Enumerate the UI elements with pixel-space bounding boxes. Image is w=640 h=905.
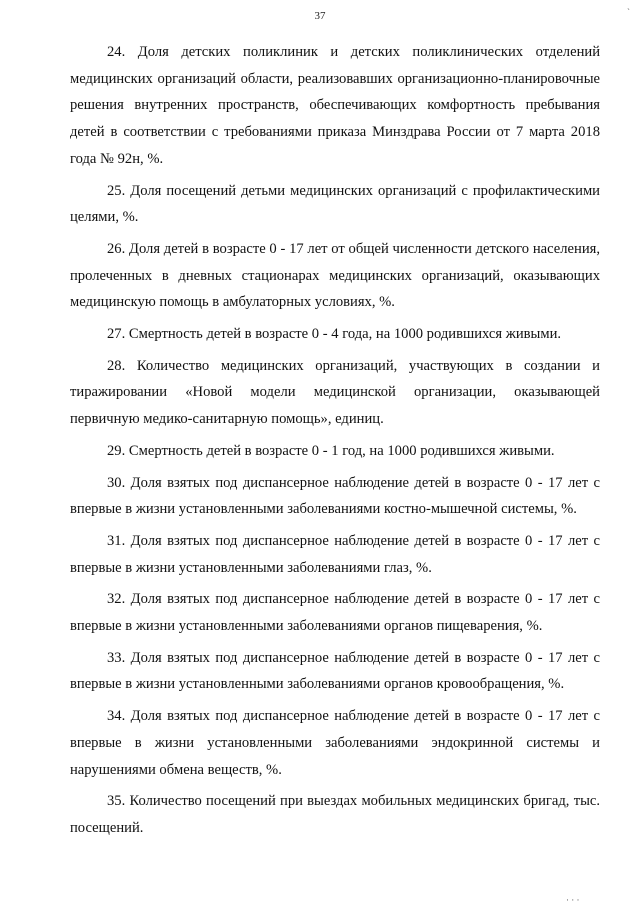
list-item: 35. Количество посещений при выездах мобильных медицинских бригад, тыс. посещений. bbox=[70, 793, 600, 836]
list-item: 25. Доля посещений детьми медицинских организаций с профилактическими целями, %. bbox=[70, 182, 600, 226]
list-item: 34. Доля взятых под диспансерное наблюдение детей в возрасте 0 - 17 лет с впервые в жизни установленными заболеваниями эндокринной системы и нарушениями обмена веществ, %. bbox=[70, 708, 600, 778]
list-item: 24. Доля детских поликлиник и детских поликлинических отделений медицинских организаций области, реализовавших организационно-планировочные решения внутренних пространств, обеспечивающих комфортность пребывания детей в соответствии с требованиями приказа Минздрава России от 7 марта 2018 года № 92н, %. bbox=[70, 44, 600, 167]
list-item: 28. Количество медицинских организаций, участвующих в создании и тиражировании «Новой модели медицинской организации, оказывающей первичную медико-санитарную помощь», единиц. bbox=[70, 357, 600, 428]
list-item: 33. Доля взятых под диспансерное наблюдение детей в возрасте 0 - 17 лет с впервые в жизни установленными заболеваниями органов кровообращения, %. bbox=[70, 649, 600, 693]
scan-corner-mark: ˏ bbox=[627, 0, 630, 10]
page-number: 37 bbox=[314, 10, 326, 22]
list-item: 26. Доля детей в возрасте 0 - 17 лет от общей численности детского населения, пролеченных в дневных стационарах медицинских организаций, оказывающих медицинскую помощь в амбулаторных условиях, %. bbox=[70, 240, 600, 311]
list-item: 29. Смертность детей в возрасте 0 - 1 год, на 1000 родившихся живыми. bbox=[107, 442, 555, 459]
list-item: 27. Смертность детей в возрасте 0 - 4 года, на 1000 родившихся живыми. bbox=[107, 326, 562, 343]
scan-artifact: · · · bbox=[566, 895, 580, 905]
list-item: 31. Доля взятых под диспансерное наблюдение детей в возрасте 0 - 17 лет с впервые в жизни установленными заболеваниями глаз, %. bbox=[70, 532, 600, 576]
list-item: 30. Доля взятых под диспансерное наблюдение детей в возрасте 0 - 17 лет с впервые в жизни установленными заболеваниями костно-мышечной системы, %. bbox=[70, 474, 600, 518]
indicator-list bbox=[70, 39, 600, 847]
list-item: 32. Доля взятых под диспансерное наблюдение детей в возрасте 0 - 17 лет с впервые в жизни установленными заболеваниями органов пищеварения, %. bbox=[70, 591, 600, 635]
